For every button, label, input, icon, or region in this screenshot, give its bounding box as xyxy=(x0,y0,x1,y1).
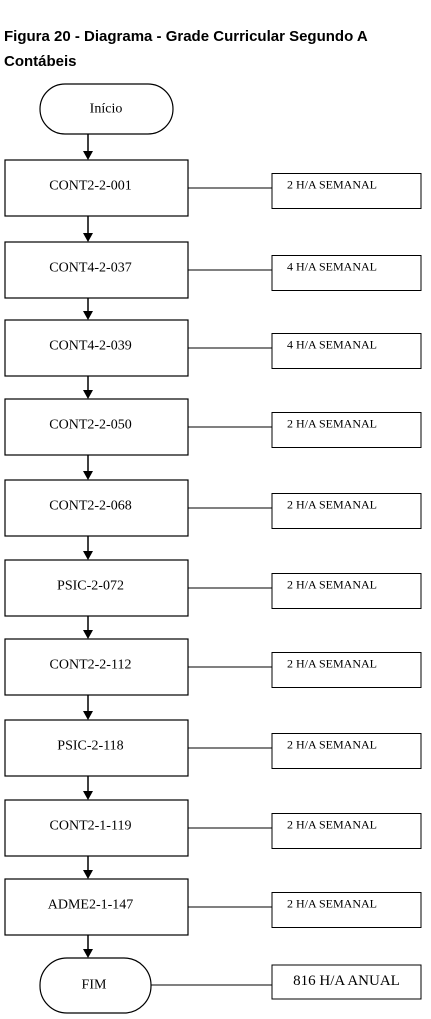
hours-label: 2 H/A SEMANAL xyxy=(286,817,378,832)
hours-label: 2 H/A SEMANAL xyxy=(286,737,378,752)
arrow-connector-head xyxy=(83,233,93,242)
arrow-connector-head xyxy=(83,791,93,800)
arrow-connector-head xyxy=(83,711,93,720)
arrow-connector-head xyxy=(83,949,93,958)
arrow-connector-head xyxy=(83,471,93,480)
course-code: CONT2-1-119 xyxy=(49,818,132,834)
hours-label: 4 H/A SEMANAL xyxy=(286,259,378,274)
course-code: PSIC-2-072 xyxy=(57,578,124,594)
figure-caption-line2: Contábeis xyxy=(4,53,77,70)
end-label: FIM xyxy=(81,977,107,993)
course-code: CONT4-2-039 xyxy=(49,338,132,354)
hours-label: 2 H/A SEMANAL xyxy=(286,656,378,671)
arrow-connector-head xyxy=(83,390,93,399)
hours-label: 4 H/A SEMANAL xyxy=(286,337,378,352)
course-code: PSIC-2-118 xyxy=(57,738,124,754)
end-note-label: 816 H/A ANUAL xyxy=(293,973,400,989)
hours-label: 2 H/A SEMANAL xyxy=(286,577,378,592)
arrow-connector-head xyxy=(83,630,93,639)
hours-label: 2 H/A SEMANAL xyxy=(286,497,378,512)
hours-label: 2 H/A SEMANAL xyxy=(286,896,378,911)
hours-label: 2 H/A SEMANAL xyxy=(286,416,378,431)
start-label: Início xyxy=(89,101,123,117)
course-code: CONT2-2-050 xyxy=(49,417,132,433)
arrow-connector-head xyxy=(83,870,93,879)
figure-caption-line1: Figura 20 - Diagrama - Grade Curricular Segundo A xyxy=(4,28,368,45)
arrow-connector-head xyxy=(83,311,93,320)
hours-label: 2 H/A SEMANAL xyxy=(286,177,378,192)
course-code: CONT2-2-068 xyxy=(49,498,132,514)
course-code: CONT4-2-037 xyxy=(49,260,132,276)
course-code: CONT2-2-001 xyxy=(49,178,132,194)
arrow-connector-head xyxy=(83,551,93,560)
course-code: CONT2-2-112 xyxy=(49,657,132,673)
arrow-start-to-course-1-head xyxy=(83,151,93,160)
course-code: ADME2-1-147 xyxy=(47,897,134,913)
